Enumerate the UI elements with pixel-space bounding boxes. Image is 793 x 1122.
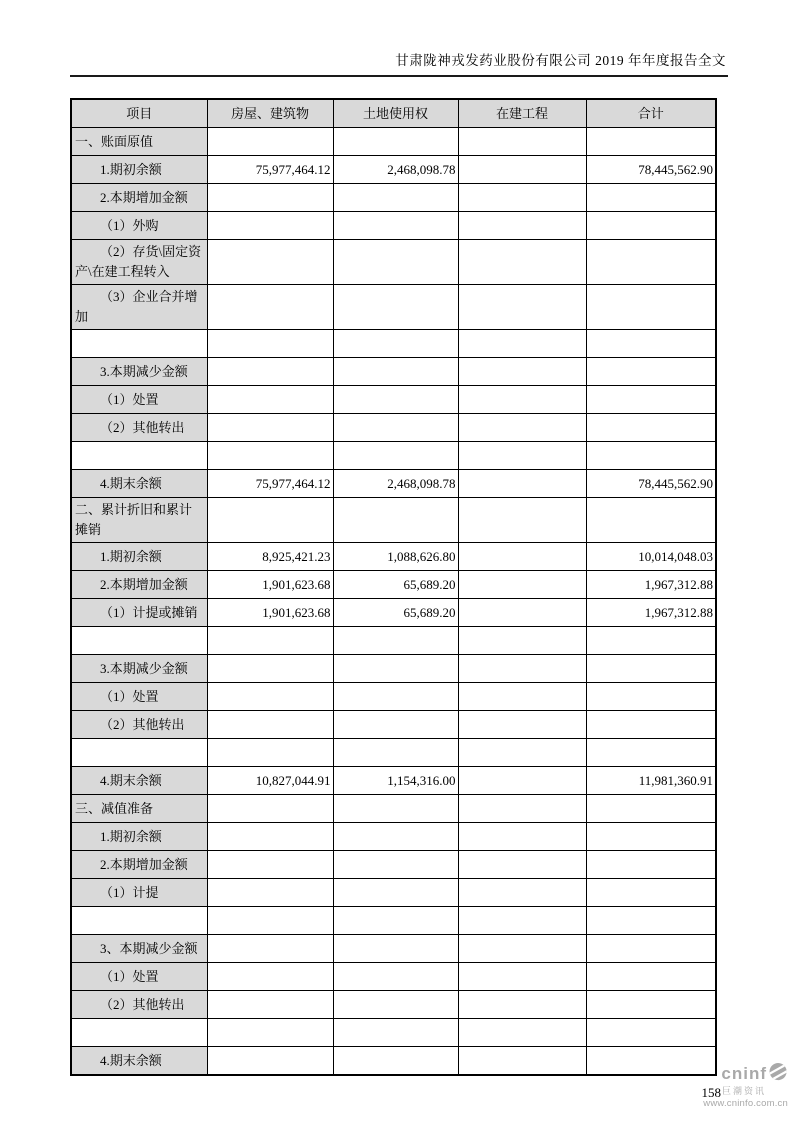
value-cell	[333, 683, 458, 711]
table-header-row	[71, 99, 716, 128]
value-cell: 11,981,360.91	[586, 767, 716, 795]
value-cell	[458, 442, 586, 470]
column-header-2: 土地使用权	[333, 99, 458, 128]
value-cell: 10,014,048.03	[586, 543, 716, 571]
row-label-cell: （2）其他转出	[71, 991, 207, 1019]
value-cell	[207, 991, 333, 1019]
value-cell	[586, 907, 716, 935]
value-cell	[458, 470, 586, 498]
value-cell	[207, 330, 333, 358]
row-label-cell: 4.期末余额	[71, 767, 207, 795]
table-row	[71, 991, 716, 1019]
value-cell	[586, 414, 716, 442]
cninfo-url: www.cninfo.com.cn	[703, 1097, 788, 1109]
table-row	[71, 795, 716, 823]
value-cell: 1,967,312.88	[586, 571, 716, 599]
value-cell: 75,977,464.12	[207, 156, 333, 184]
value-cell	[333, 991, 458, 1019]
row-label-cell: 4.期末余额	[71, 470, 207, 498]
value-cell	[333, 285, 458, 330]
row-label-cell: 一、账面原值	[71, 128, 207, 156]
value-cell	[207, 683, 333, 711]
value-cell	[333, 498, 458, 543]
value-cell	[458, 655, 586, 683]
value-cell	[207, 655, 333, 683]
row-label-cell: 3、本期减少金额	[71, 935, 207, 963]
value-cell	[586, 795, 716, 823]
value-cell	[586, 285, 716, 330]
row-label-cell: （1）外购	[71, 212, 207, 240]
table-row	[71, 683, 716, 711]
value-cell	[207, 711, 333, 739]
value-cell	[458, 767, 586, 795]
value-cell	[586, 739, 716, 767]
value-cell	[207, 627, 333, 655]
value-cell	[586, 184, 716, 212]
table-row	[71, 128, 716, 156]
value-cell: 1,154,316.00	[333, 767, 458, 795]
row-label-cell: 3.本期减少金额	[71, 358, 207, 386]
table-row	[71, 627, 716, 655]
value-cell	[333, 330, 458, 358]
value-cell	[207, 739, 333, 767]
row-label-cell: （3）企业合并增加	[71, 285, 207, 330]
value-cell	[458, 935, 586, 963]
value-cell	[458, 571, 586, 599]
row-label-cell: 1.期初余额	[71, 543, 207, 571]
value-cell	[333, 212, 458, 240]
value-cell	[458, 285, 586, 330]
value-cell	[458, 739, 586, 767]
value-cell: 65,689.20	[333, 571, 458, 599]
value-cell	[333, 386, 458, 414]
value-cell: 8,925,421.23	[207, 543, 333, 571]
value-cell: 75,977,464.12	[207, 470, 333, 498]
value-cell	[207, 285, 333, 330]
table-row	[71, 1019, 716, 1047]
value-cell: 78,445,562.90	[586, 156, 716, 184]
column-header-4: 合计	[586, 99, 716, 128]
value-cell	[458, 1019, 586, 1047]
value-cell	[207, 386, 333, 414]
report-header-title: 甘肃陇神戎发药业股份有限公司 2019 年年度报告全文	[395, 53, 726, 68]
value-cell	[333, 907, 458, 935]
page-content	[70, 52, 728, 1101]
value-cell	[458, 795, 586, 823]
value-cell	[333, 1019, 458, 1047]
value-cell	[207, 358, 333, 386]
value-cell	[458, 991, 586, 1019]
row-label-cell: 3.本期减少金额	[71, 655, 207, 683]
value-cell	[458, 184, 586, 212]
table-row	[71, 599, 716, 627]
value-cell	[207, 963, 333, 991]
value-cell	[207, 442, 333, 470]
value-cell	[333, 823, 458, 851]
value-cell	[333, 1047, 458, 1076]
table-row	[71, 1047, 716, 1076]
value-cell	[586, 879, 716, 907]
table-row	[71, 156, 716, 184]
row-label-cell: 2.本期增加金额	[71, 571, 207, 599]
table-row	[71, 711, 716, 739]
value-cell	[333, 879, 458, 907]
table-row	[71, 571, 716, 599]
value-cell	[207, 128, 333, 156]
page-number: 158	[701, 1085, 721, 1100]
cninfo-logo	[703, 1062, 788, 1109]
value-cell	[586, 991, 716, 1019]
value-cell	[207, 851, 333, 879]
fixed-assets-table	[70, 98, 717, 1076]
row-label-cell	[71, 739, 207, 767]
table-row	[71, 767, 716, 795]
row-label-cell: 4.期末余额	[71, 1047, 207, 1076]
row-label-cell: 2.本期增加金额	[71, 184, 207, 212]
value-cell: 1,088,626.80	[333, 543, 458, 571]
value-cell	[333, 184, 458, 212]
value-cell	[458, 627, 586, 655]
value-cell: 1,901,623.68	[207, 599, 333, 627]
value-cell	[333, 128, 458, 156]
value-cell	[458, 879, 586, 907]
value-cell	[458, 358, 586, 386]
value-cell	[333, 739, 458, 767]
row-label-cell: （1）处置	[71, 386, 207, 414]
table-row	[71, 935, 716, 963]
table-row	[71, 907, 716, 935]
table-row	[71, 386, 716, 414]
row-label-cell: 1.期初余额	[71, 156, 207, 184]
row-label-cell	[71, 442, 207, 470]
value-cell	[207, 184, 333, 212]
row-label-cell: （2）存货\固定资产\在建工程转入	[71, 240, 207, 285]
row-label-cell: （1）处置	[71, 683, 207, 711]
value-cell	[207, 498, 333, 543]
row-label-cell: （1）计提	[71, 879, 207, 907]
row-label-cell: （2）其他转出	[71, 711, 207, 739]
value-cell	[458, 963, 586, 991]
value-cell	[333, 442, 458, 470]
value-cell	[586, 627, 716, 655]
value-cell	[333, 358, 458, 386]
row-label-cell: 二、累计折旧和累计摊销	[71, 498, 207, 543]
value-cell	[458, 543, 586, 571]
value-cell	[458, 330, 586, 358]
value-cell	[586, 851, 716, 879]
table-body	[71, 128, 716, 1076]
value-cell	[586, 1019, 716, 1047]
table-row	[71, 442, 716, 470]
row-label-cell: 三、减值准备	[71, 795, 207, 823]
value-cell	[458, 414, 586, 442]
value-cell	[586, 442, 716, 470]
cninfo-chinese-name: 巨潮资讯	[721, 1085, 766, 1096]
row-label-cell	[71, 330, 207, 358]
value-cell	[458, 711, 586, 739]
value-cell	[586, 128, 716, 156]
row-label-cell	[71, 627, 207, 655]
value-cell	[207, 212, 333, 240]
value-cell	[333, 240, 458, 285]
value-cell	[458, 156, 586, 184]
table-row	[71, 330, 716, 358]
table-row	[71, 543, 716, 571]
row-label-cell: 1.期初余额	[71, 823, 207, 851]
value-cell	[586, 212, 716, 240]
value-cell	[207, 1019, 333, 1047]
value-cell	[586, 330, 716, 358]
table-row	[71, 655, 716, 683]
table-row	[71, 879, 716, 907]
cninfo-logo-top	[703, 1062, 788, 1086]
row-label-cell: （2）其他转出	[71, 414, 207, 442]
column-header-3: 在建工程	[458, 99, 586, 128]
value-cell	[207, 907, 333, 935]
value-cell	[458, 599, 586, 627]
value-cell	[207, 879, 333, 907]
value-cell	[333, 795, 458, 823]
value-cell	[333, 851, 458, 879]
value-cell	[458, 823, 586, 851]
value-cell	[458, 683, 586, 711]
table-row	[71, 240, 716, 285]
value-cell	[333, 414, 458, 442]
table-row	[71, 285, 716, 330]
value-cell	[586, 683, 716, 711]
value-cell	[207, 240, 333, 285]
value-cell	[586, 240, 716, 285]
value-cell	[207, 1047, 333, 1076]
value-cell: 2,468,098.78	[333, 156, 458, 184]
value-cell	[207, 414, 333, 442]
value-cell	[586, 498, 716, 543]
value-cell	[586, 1047, 716, 1076]
value-cell	[207, 823, 333, 851]
value-cell: 1,901,623.68	[207, 571, 333, 599]
value-cell	[586, 963, 716, 991]
value-cell	[458, 907, 586, 935]
value-cell	[458, 498, 586, 543]
row-label-cell	[71, 1019, 207, 1047]
table-row	[71, 358, 716, 386]
cninfo-swirl-icon	[767, 1061, 790, 1088]
value-cell	[458, 851, 586, 879]
table-row	[71, 498, 716, 543]
value-cell	[458, 1047, 586, 1076]
value-cell	[207, 795, 333, 823]
value-cell	[207, 935, 333, 963]
table-row	[71, 851, 716, 879]
value-cell: 78,445,562.90	[586, 470, 716, 498]
table-row	[71, 739, 716, 767]
row-label-cell: （1）处置	[71, 963, 207, 991]
value-cell: 2,468,098.78	[333, 470, 458, 498]
row-label-cell: 2.本期增加金额	[71, 851, 207, 879]
table-row	[71, 823, 716, 851]
header-divider-line	[70, 75, 728, 77]
value-cell	[458, 212, 586, 240]
column-header-1: 房屋、建筑物	[207, 99, 333, 128]
table-row	[71, 963, 716, 991]
value-cell	[586, 655, 716, 683]
value-cell	[586, 711, 716, 739]
value-cell: 10,827,044.91	[207, 767, 333, 795]
value-cell: 1,967,312.88	[586, 599, 716, 627]
value-cell	[333, 627, 458, 655]
row-label-cell: （1）计提或摊销	[71, 599, 207, 627]
value-cell	[458, 128, 586, 156]
table-row	[71, 184, 716, 212]
column-header-0: 项目	[71, 99, 207, 128]
table-row	[71, 414, 716, 442]
table-row	[71, 212, 716, 240]
row-label-cell	[71, 907, 207, 935]
value-cell	[586, 935, 716, 963]
value-cell	[586, 358, 716, 386]
value-cell: 65,689.20	[333, 599, 458, 627]
value-cell	[586, 386, 716, 414]
value-cell	[458, 240, 586, 285]
value-cell	[333, 935, 458, 963]
cninfo-brand-text: cninf	[721, 1063, 767, 1083]
value-cell	[333, 711, 458, 739]
value-cell	[333, 655, 458, 683]
value-cell	[458, 386, 586, 414]
value-cell	[333, 963, 458, 991]
table-row	[71, 470, 716, 498]
value-cell	[586, 823, 716, 851]
